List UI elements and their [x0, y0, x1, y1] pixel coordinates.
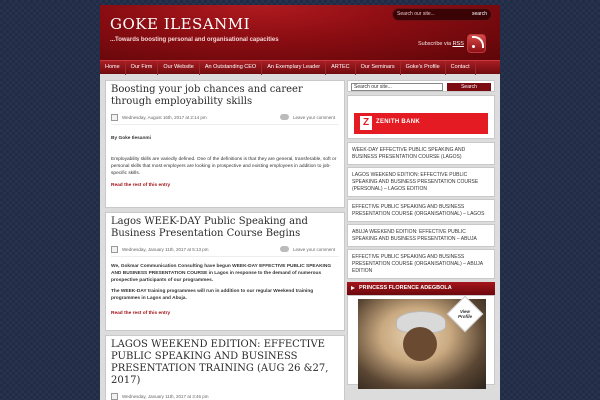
header-search-input[interactable]: Search our site... — [397, 11, 435, 17]
ad-box — [347, 95, 495, 139]
sidebar — [347, 80, 495, 385]
nav-item-our-seminars[interactable]: Our Seminars — [356, 61, 401, 75]
nav-item-our-website[interactable]: Our Website — [158, 61, 199, 75]
sidebar-link[interactable]: EFFECTIVE PUBLIC SPEAKING AND BUSINESS PRESENTATION COURSE (ORGANISATIONAL) – ABUJA EDITION — [347, 249, 495, 279]
post-date: Wednesday, January 11th, 2017 at 3:46 pm — [122, 394, 209, 399]
nav-item-artec[interactable]: ARTEC — [326, 61, 356, 75]
header-search-button[interactable]: search — [471, 11, 487, 17]
calendar-icon — [111, 246, 118, 253]
read-more-link[interactable]: Read the rest of this entry — [111, 311, 171, 316]
post — [105, 335, 345, 400]
sidebar-link[interactable]: LAGOS WEEKEND EDITION: EFFECTIVE PUBLIC SPEAKING AND BUSINESS PRESENTATION COURSE (PERSONAL) – LAGOS EDITION — [347, 167, 495, 197]
nav-item-gokes-profile[interactable]: Goke's Profile — [401, 61, 446, 75]
rss-icon[interactable] — [467, 34, 486, 53]
post-date: Wednesday, January 11th, 2017 at 5:13 pm — [122, 247, 209, 252]
post — [105, 212, 345, 331]
sidebar-link[interactable]: WEEK-DAY EFFECTIVE PUBLIC SPEAKING AND BUSINESS PRESENTATION COURSE (LAGOS) — [347, 142, 495, 165]
header-search-form — [392, 8, 492, 21]
post-date: Wednesday, August 16th, 2017 at 2:14 pm — [122, 115, 207, 120]
nav-item-home[interactable]: Home — [100, 61, 126, 75]
post-body: Employability skills are variedly defined. One of the definitions is that they are general, transferable, soft or personal skills that most employers are looking in prospective and existing employees in addition to job-specific skills. — [111, 157, 337, 176]
nav-item-our-firm[interactable]: Our Firm — [126, 61, 159, 75]
post-title[interactable]: Lagos WEEK-DAY Public Speaking and Business Presentation Course Begins — [111, 216, 308, 239]
comment-icon — [280, 246, 289, 252]
zenith-logo-icon: Z — [360, 116, 372, 130]
post-body: We, Gokmar Communication Consulting have begun WEEK-DAY EFFECTIVE PUBLIC SPEAKING AND BUSINESS PRESENTATION COURSE in Lagos in response to the demand of numerous prospective participants of our programmes. — [111, 264, 332, 283]
comment-icon — [280, 114, 289, 120]
site-tagline: ...Towards boosting personal and organisational capacities — [110, 37, 279, 43]
zenith-bank-name: ZENITH BANK — [376, 119, 420, 125]
profile-photo[interactable] — [358, 299, 486, 389]
view-profile-label[interactable]: View Profile — [457, 309, 472, 319]
post-body: The WEEK-DAY training programmes will run in addition to our regular Weekend training programmes in Lagos and Abuja. — [111, 289, 314, 301]
post-title[interactable]: LAGOS WEEKEND EDITION: EFFECTIVE PUBLIC SPEAKING AND BUSINESS PRESENTATION TRAINING (AUG 26 &27, 2017) — [111, 339, 329, 386]
post-byline: By Goke Ilesanmi — [111, 136, 151, 141]
site-header — [100, 5, 500, 60]
post-meta — [111, 391, 339, 400]
profile-widget-title: PRINCESS FLORENCE ADEGBOLA — [347, 282, 495, 295]
post-meta — [111, 112, 339, 125]
nav-item-exemplary-leader[interactable]: An Exemplary Leader — [262, 61, 326, 75]
subscribe-text — [418, 41, 464, 47]
post-comment-link[interactable]: Leave your comment — [293, 115, 336, 120]
post-title[interactable]: Boosting your job chances and career through employability skills — [111, 84, 303, 107]
sidebar-link[interactable]: EFFECTIVE PUBLIC SPEAKING AND BUSINESS PRESENTATION COURSE (ORGANISATIONAL) – LAGOS — [347, 199, 495, 222]
sidebar-search-button[interactable]: Search — [447, 83, 491, 91]
main-nav — [100, 60, 500, 74]
main-content — [105, 80, 345, 400]
site-title[interactable]: GOKE ILESANMI — [110, 15, 251, 33]
post-meta — [111, 244, 339, 257]
sidebar-links — [347, 142, 495, 279]
sidebar-search-form — [347, 80, 495, 92]
nav-item-contact[interactable]: Contact — [446, 61, 476, 75]
profile-widget — [347, 295, 495, 385]
sidebar-link[interactable]: ABUJA WEEKEND EDITION: EFFECTIVE PUBLIC SPEAKING AND BUSINESS PRESENTATION – ABUJA — [347, 224, 495, 247]
zenith-bank-banner[interactable] — [354, 113, 488, 134]
post-comment-link[interactable]: Leave your comment — [293, 247, 336, 252]
read-more-link[interactable]: Read the rest of this entry — [111, 183, 171, 188]
calendar-icon — [111, 114, 118, 121]
subscribe-label: Subscribe via — [418, 41, 452, 47]
post — [105, 80, 345, 208]
rss-link[interactable]: RSS — [452, 41, 464, 47]
face-shape — [403, 327, 437, 361]
calendar-icon — [111, 393, 118, 400]
sidebar-search-input[interactable]: Search our site... — [351, 83, 443, 91]
page-wrapper — [100, 5, 500, 400]
nav-item-outstanding-ceo[interactable]: An Outstanding CEO — [200, 61, 262, 75]
